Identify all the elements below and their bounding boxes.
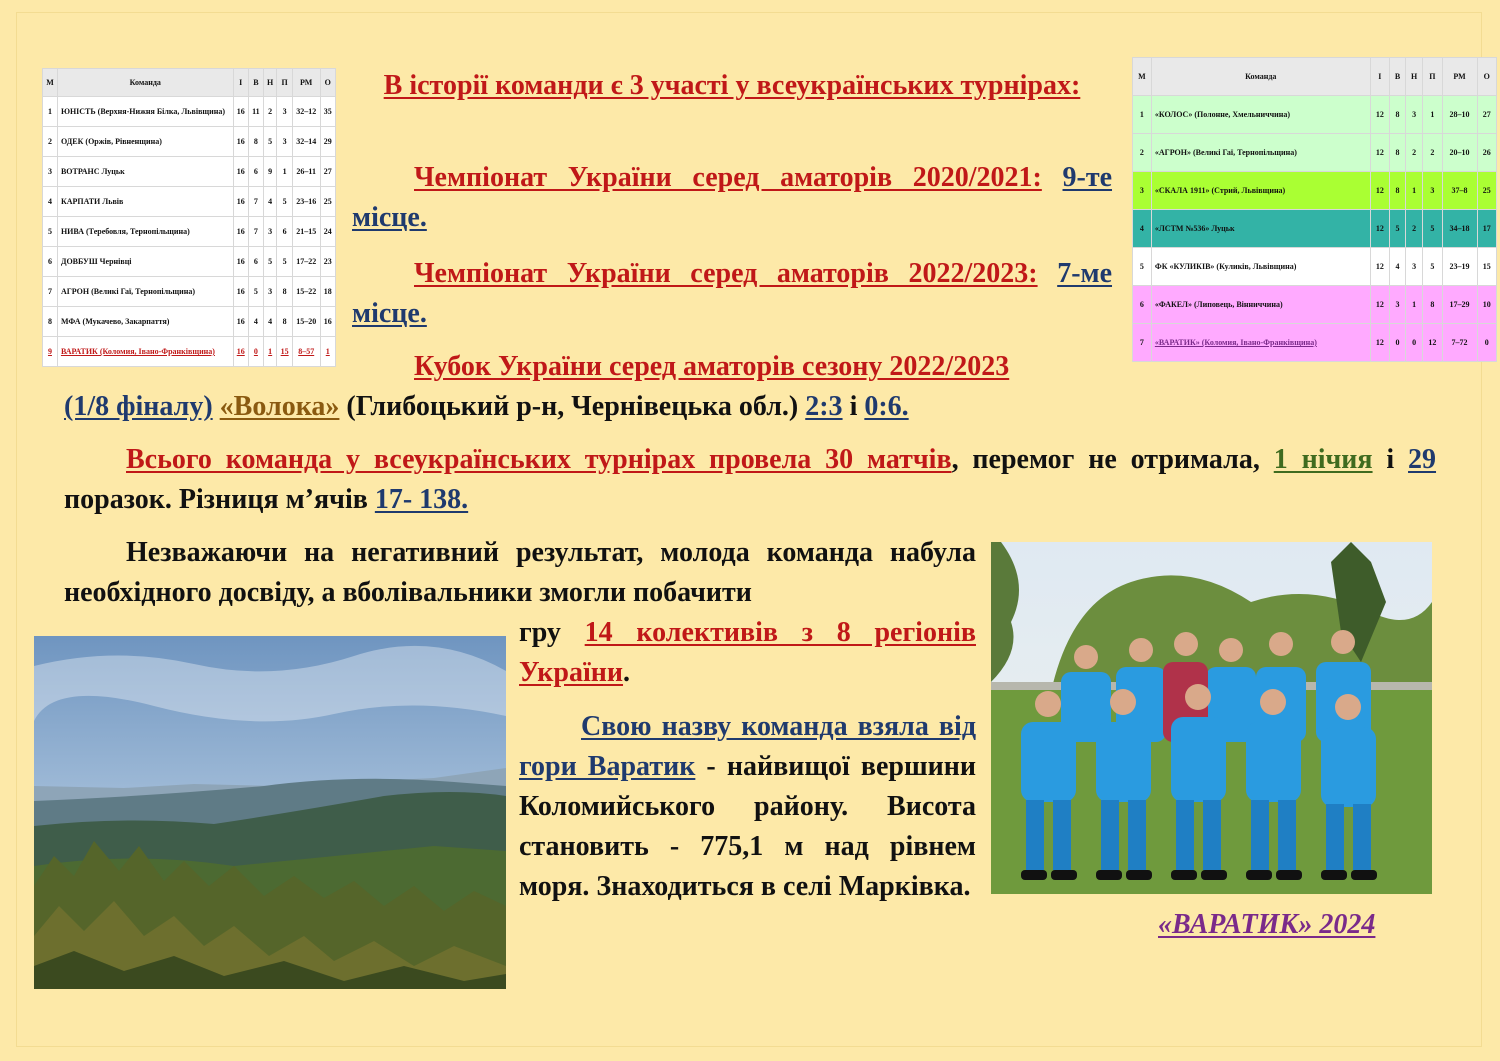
table-cell: 4 xyxy=(263,307,277,337)
table-row xyxy=(1133,134,1497,172)
table-cell: 4 xyxy=(43,187,58,217)
table-cell: 8 xyxy=(1390,134,1406,172)
table-cell: 26–11 xyxy=(292,157,320,187)
team-cell: ВОТРАНС Луцьк xyxy=(57,157,233,187)
team-cell: ФК «КУЛИКІВ» (Куликів, Львівщина) xyxy=(1151,248,1370,286)
table-row xyxy=(43,337,336,367)
table-cell: 7–72 xyxy=(1442,324,1477,362)
table-cell: 4 xyxy=(1390,248,1406,286)
cup-result-line xyxy=(64,387,909,427)
cup-text: Кубок України серед аматорів сезону 2022/2023 xyxy=(414,351,1010,382)
table-cell: 23–19 xyxy=(1442,248,1477,286)
table-cell: 21–15 xyxy=(292,217,320,247)
total-matches: Всього команда у всеукраїнських турнірах провела 30 матчів xyxy=(126,444,952,475)
experience-highlight: 14 колективів з 8 регіонів України xyxy=(519,617,976,688)
table-cell: 8 xyxy=(277,307,292,337)
table-cell: 16 xyxy=(320,307,335,337)
table-cell: 15–22 xyxy=(292,277,320,307)
column-header: П xyxy=(1423,58,1442,96)
table-row xyxy=(43,217,336,247)
table-row xyxy=(1133,286,1497,324)
table-cell: 12 xyxy=(1370,96,1389,134)
table-cell: 12 xyxy=(1370,324,1389,362)
table-cell: 7 xyxy=(43,277,58,307)
column-header: Команда xyxy=(57,69,233,97)
table-cell: 1 xyxy=(43,97,58,127)
table-cell: 9 xyxy=(43,337,58,367)
experience-game-word: гру xyxy=(519,617,561,648)
table-cell: 8 xyxy=(43,307,58,337)
column-header: О xyxy=(320,69,335,97)
cup-opponent-link[interactable]: «Волока» xyxy=(219,391,340,422)
table-cell: 12 xyxy=(1423,324,1442,362)
total-goals-label: поразок. Різниця м’ячів xyxy=(64,484,368,515)
total-wins: , перемог не отримала, xyxy=(951,444,1260,475)
cup-stage: (1/8 фіналу) xyxy=(64,391,213,422)
team-cell: «АГРОН» (Великі Гаї, Тернопільщина) xyxy=(1151,134,1370,172)
championship-2020-line xyxy=(352,158,1112,238)
table-cell: 3 xyxy=(263,217,277,247)
table-cell: 17 xyxy=(1477,210,1496,248)
table-cell: 1 xyxy=(277,157,292,187)
total-goals: 17- 138. xyxy=(374,484,469,515)
team-cell: ДОВБУШ Чернівці xyxy=(57,247,233,277)
table-cell: 27 xyxy=(320,157,335,187)
standings-table-left xyxy=(42,68,336,367)
table-row xyxy=(43,277,336,307)
table-cell: 0 xyxy=(1390,324,1406,362)
table-cell: 26 xyxy=(1477,134,1496,172)
cup-and: і xyxy=(849,391,858,422)
table-cell: 12 xyxy=(1370,248,1389,286)
championship-2022-place: 7-ме місце. xyxy=(352,258,1113,329)
mountain-photo xyxy=(34,636,506,989)
table-cell: 4 xyxy=(248,307,263,337)
table-cell: 8–57 xyxy=(292,337,320,367)
table-cell: 9 xyxy=(263,157,277,187)
table-cell: 0 xyxy=(1477,324,1496,362)
table-cell: 1 xyxy=(1423,96,1442,134)
table-cell: 3 xyxy=(277,127,292,157)
table-row xyxy=(43,307,336,337)
column-header: В xyxy=(1390,58,1406,96)
experience-paragraph: Незважаючи на негативний результат, молода команда набула необхідного досвіду, а вболівальники змогли побачити xyxy=(64,537,976,608)
table-cell: 7 xyxy=(1133,324,1152,362)
table-cell: 3 xyxy=(277,97,292,127)
table-cell: 25 xyxy=(1477,172,1496,210)
table-cell: 5 xyxy=(248,277,263,307)
table-row xyxy=(1133,96,1497,134)
table-cell: 3 xyxy=(1423,172,1442,210)
table-cell: 6 xyxy=(248,157,263,187)
table-cell: 3 xyxy=(1390,286,1406,324)
team-cell: КАРПАТИ Львів xyxy=(57,187,233,217)
table-cell: 23–16 xyxy=(292,187,320,217)
table-cell: 16 xyxy=(233,217,248,247)
championship-2022-line xyxy=(352,254,1112,334)
table-cell: 3 xyxy=(1406,248,1423,286)
team-name-link[interactable]: Свою назву команда взяла від гори Варатик xyxy=(519,711,976,782)
table-row xyxy=(43,187,336,217)
column-header: М xyxy=(1133,58,1152,96)
table-row xyxy=(43,127,336,157)
table-cell: 2 xyxy=(1133,134,1152,172)
table-cell: 1 xyxy=(320,337,335,367)
table-cell: 32–14 xyxy=(292,127,320,157)
table-cell: 4 xyxy=(1133,210,1152,248)
table-cell: 3 xyxy=(1133,172,1152,210)
team-cell: «СКАЛА 1911» (Стрий, Львівщина) xyxy=(1151,172,1370,210)
table-cell: 2 xyxy=(1423,134,1442,172)
table-cell: 6 xyxy=(1133,286,1152,324)
table-cell: 20–10 xyxy=(1442,134,1477,172)
table-row xyxy=(1133,324,1497,362)
table-cell: 5 xyxy=(277,247,292,277)
total-and: і xyxy=(1386,444,1395,475)
team-cell xyxy=(1151,324,1370,362)
table-cell: 7 xyxy=(248,217,263,247)
table-cell: 17–22 xyxy=(292,247,320,277)
team-cell: АГРОН (Великі Гаї, Тернопільщина) xyxy=(57,277,233,307)
cup-line xyxy=(352,347,1112,387)
table-cell: 27 xyxy=(1477,96,1496,134)
table-cell: 5 xyxy=(1133,248,1152,286)
table-cell: 16 xyxy=(233,307,248,337)
table-cell: 5 xyxy=(1390,210,1406,248)
table-cell: 35 xyxy=(320,97,335,127)
table-cell: 29 xyxy=(320,127,335,157)
table-cell: 0 xyxy=(248,337,263,367)
column-header: РМ xyxy=(292,69,320,97)
column-header: І xyxy=(233,69,248,97)
table-cell: 18 xyxy=(320,277,335,307)
table-row xyxy=(43,97,336,127)
team-cell: ЮНІСТЬ (Верхня-Нижня Білка, Львівщина) xyxy=(57,97,233,127)
team-cell: МФА (Мукачево, Закарпаття) xyxy=(57,307,233,337)
table-cell: 16 xyxy=(233,157,248,187)
table-cell: 12 xyxy=(1370,172,1389,210)
team-cell: «ФАКЕЛ» (Липовець, Вінниччина) xyxy=(1151,286,1370,324)
table-cell: 0 xyxy=(1406,324,1423,362)
table-cell: 4 xyxy=(263,187,277,217)
table-cell: 1 xyxy=(1406,172,1423,210)
table-cell: 3 xyxy=(1406,96,1423,134)
table-cell: 8 xyxy=(277,277,292,307)
table-cell: 15 xyxy=(277,337,292,367)
table-cell: 2 xyxy=(43,127,58,157)
team-cell: ВАРАТИК (Коломия, Івано-Франківщина) xyxy=(57,337,233,367)
table-cell: 34–18 xyxy=(1442,210,1477,248)
table-cell: 6 xyxy=(277,217,292,247)
table-cell: 17–29 xyxy=(1442,286,1477,324)
experience-period: . xyxy=(623,657,631,688)
championship-2020-text: Чемпіонат України серед аматорів 2020/2021: xyxy=(414,162,1042,193)
table-cell: 2 xyxy=(263,97,277,127)
table-cell: 11 xyxy=(248,97,263,127)
column-header: Команда xyxy=(1151,58,1370,96)
table-row xyxy=(43,157,336,187)
team-link[interactable]: «ВАРАТИК» (Коломия, Івано-Франківщина) xyxy=(1154,338,1317,347)
table-cell: 6 xyxy=(43,247,58,277)
total-paragraph xyxy=(64,440,1436,520)
cup-score-2: 0:6. xyxy=(864,391,909,422)
table-cell: 15–20 xyxy=(292,307,320,337)
table-cell: 16 xyxy=(233,337,248,367)
column-header: В xyxy=(248,69,263,97)
column-header: Н xyxy=(1406,58,1423,96)
table-row xyxy=(1133,172,1497,210)
column-header: М xyxy=(43,69,58,97)
table-cell: 23 xyxy=(320,247,335,277)
table-row xyxy=(43,247,336,277)
team-photo-caption: «ВАРАТИК» 2024 xyxy=(1158,909,1376,940)
cup-opponent-region: (Глибоцький р-н, Чернівецька обл.) xyxy=(346,391,799,422)
table-cell: 24 xyxy=(320,217,335,247)
table-cell: 8 xyxy=(1390,172,1406,210)
team-name-paragraph xyxy=(519,707,976,907)
table-cell: 12 xyxy=(1370,286,1389,324)
total-draws: 1 нічия xyxy=(1273,444,1373,475)
experience-paragraph-end xyxy=(519,613,976,693)
column-header: І xyxy=(1370,58,1389,96)
table-cell: 2 xyxy=(1406,134,1423,172)
table-cell: 5 xyxy=(263,247,277,277)
table-cell: 5 xyxy=(1423,248,1442,286)
column-header: П xyxy=(277,69,292,97)
table-cell: 3 xyxy=(263,277,277,307)
championship-2022-text: Чемпіонат України серед аматорів 2022/2023: xyxy=(414,258,1038,289)
table-cell: 16 xyxy=(233,127,248,157)
table-cell: 5 xyxy=(277,187,292,217)
table-row xyxy=(1133,248,1497,286)
table-cell: 5 xyxy=(43,217,58,247)
table-cell: 1 xyxy=(1406,286,1423,324)
table-cell: 1 xyxy=(1133,96,1152,134)
table-cell: 12 xyxy=(1370,210,1389,248)
cup-score-1: 2:3 xyxy=(805,391,843,422)
column-header: Н xyxy=(263,69,277,97)
team-cell: ОДЕК (Оржів, Рівненщина) xyxy=(57,127,233,157)
table-cell: 16 xyxy=(233,277,248,307)
table-cell: 25 xyxy=(320,187,335,217)
table-cell: 16 xyxy=(233,97,248,127)
table-cell: 8 xyxy=(1390,96,1406,134)
column-header: РМ xyxy=(1442,58,1477,96)
table-cell: 7 xyxy=(248,187,263,217)
table-cell: 8 xyxy=(248,127,263,157)
table-cell: 12 xyxy=(1370,134,1389,172)
table-cell: 32–12 xyxy=(292,97,320,127)
table-cell: 16 xyxy=(233,187,248,217)
team-cell: «ЛСТМ №536» Луцьк xyxy=(1151,210,1370,248)
team-cell: НИВА (Теребовля, Тернопільщина) xyxy=(57,217,233,247)
column-header: О xyxy=(1477,58,1496,96)
team-name-rest: - найвищої вершини Коломийського району. Висота становить - 775,1 м над рівнем моря. Знаходиться в селі Марківка. xyxy=(519,751,976,902)
table-cell: 28–10 xyxy=(1442,96,1477,134)
table-cell: 16 xyxy=(233,247,248,277)
section-heading: В історії команди є 3 участі у всеукраїнських турнірах: xyxy=(383,70,1081,101)
team-photo xyxy=(991,542,1432,894)
table-row xyxy=(1133,210,1497,248)
table-cell: 37–8 xyxy=(1442,172,1477,210)
standings-table-right xyxy=(1132,57,1497,362)
championship-2020-place: 9-те місце. xyxy=(352,162,1113,233)
table-cell: 8 xyxy=(1423,286,1442,324)
table-cell: 5 xyxy=(263,127,277,157)
team-cell: «КОЛОС» (Полонне, Хмельниччина) xyxy=(1151,96,1370,134)
table-cell: 2 xyxy=(1406,210,1423,248)
table-cell: 5 xyxy=(1423,210,1442,248)
table-cell: 6 xyxy=(248,247,263,277)
table-cell: 10 xyxy=(1477,286,1496,324)
total-losses: 29 xyxy=(1408,444,1437,475)
table-cell: 3 xyxy=(43,157,58,187)
table-cell: 15 xyxy=(1477,248,1496,286)
table-cell: 1 xyxy=(263,337,277,367)
